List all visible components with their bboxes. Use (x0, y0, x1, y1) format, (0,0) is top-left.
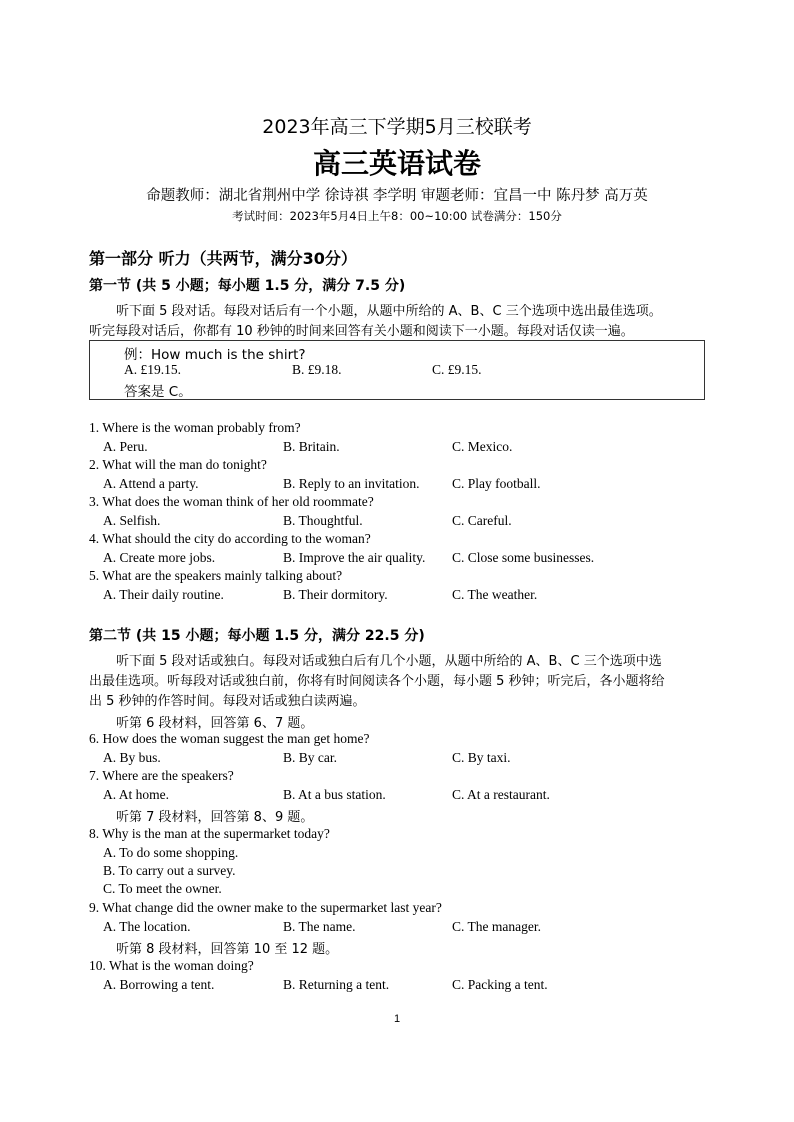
option-c: C. The weather. (452, 587, 538, 602)
option-c: C. The manager. (452, 919, 541, 934)
section1-instructions: 听完每段对话后，你都有 10 秒钟的时间来回答有关小题和阅读下一小题。每段对话仅读一遍。 (89, 324, 634, 339)
material-note: 听第 7 段材料，回答第 8、9 题。 (116, 810, 314, 825)
option-c: C. Play football. (452, 476, 541, 491)
option-b: B. Returning a tent. (283, 977, 390, 992)
question-stem: 3. What does the woman think of her old roommate? (89, 494, 374, 509)
option-a: A. Borrowing a tent. (103, 977, 215, 992)
option-c: C. Careful. (452, 513, 512, 528)
example-option-b: B. £9.18. (292, 362, 342, 377)
option-a: A. Create more jobs. (103, 550, 216, 565)
exam-time-line: 考试时间：2023年5月4日上午8：00~10:00 试卷满分：150分 (232, 209, 562, 223)
option-b: B. Their dormitory. (283, 587, 388, 602)
option-c: C. To meet the owner. (103, 881, 222, 896)
option-c: C. At a restaurant. (452, 787, 550, 802)
option-b: B. Reply to an invitation. (283, 476, 420, 491)
section2-instructions: 听下面 5 段对话或独白。每段对话或独白后有几个小题，从题中所给的 A、B、C 三个选项中选 (116, 654, 662, 669)
question-stem: 7. Where are the speakers? (89, 768, 234, 783)
exam-title: 2023年高三下学期5月三校联考 (262, 116, 532, 138)
option-b: B. The name. (283, 919, 356, 934)
section2-heading: 第二节 (共 15 小题；每小题 1.5 分，满分 22.5 分) (89, 628, 425, 644)
example-option-c: C. £9.15. (432, 362, 482, 377)
option-a: A. To do some shopping. (103, 845, 239, 860)
material-note: 听第 6 段材料，回答第 6、7 题。 (116, 716, 314, 731)
question-stem: 4. What should the city do according to the woman? (89, 531, 371, 546)
question-stem: 5. What are the speakers mainly talking about? (89, 568, 343, 583)
section1-heading: 第一节 (共 5 小题；每小题 1.5 分，满分 7.5 分) (89, 278, 406, 294)
option-b: B. By car. (283, 750, 337, 765)
section2-instructions: 出最佳选项。听每段对话或独白前，你将有时间阅读各个小题，每小题 5 秒钟；听完后，各小题将给 (89, 674, 665, 689)
option-a: A. At home. (103, 787, 169, 802)
option-a: A. The location. (103, 919, 191, 934)
option-b: B. Thoughtful. (283, 513, 363, 528)
option-c: C. Packing a tent. (452, 977, 548, 992)
question-stem: 1. Where is the woman probably from? (89, 420, 301, 435)
option-c: C. By taxi. (452, 750, 511, 765)
question-stem: 9. What change did the owner make to the supermarket last year? (89, 900, 442, 915)
option-b: B. At a bus station. (283, 787, 386, 802)
option-a: A. Attend a party. (103, 476, 199, 491)
option-a: A. Their daily routine. (103, 587, 224, 602)
option-b: B. To carry out a survey. (103, 863, 236, 878)
teachers-line: 命题教师：湖北省荆州中学 徐诗祺 李学明 审题老师：宜昌一中 陈丹梦 高万英 (146, 188, 648, 204)
option-c: C. Mexico. (452, 439, 513, 454)
option-a: A. Selfish. (103, 513, 161, 528)
question-stem: 6. How does the woman suggest the man get home? (89, 731, 370, 746)
example-answer: 答案是 C。 (124, 384, 192, 400)
section2-instructions: 出 5 秒钟的作答时间。每段对话或独白读两遍。 (89, 694, 366, 709)
option-a: A. By bus. (103, 750, 161, 765)
question-stem: 8. Why is the man at the supermarket today? (89, 826, 330, 841)
option-c: C. Close some businesses. (452, 550, 595, 565)
example-question: 例：How much is the shirt? (124, 347, 306, 363)
page-number: 1 (393, 1013, 401, 1025)
example-option-a: A. £19.15. (124, 362, 181, 377)
option-b: B. Improve the air quality. (283, 550, 426, 565)
material-note: 听第 8 段材料，回答第 10 至 12 题。 (116, 942, 339, 957)
option-a: A. Peru. (103, 439, 148, 454)
question-stem: 10. What is the woman doing? (89, 958, 254, 973)
subject-title: 高三英语试卷 (312, 147, 481, 180)
part1-heading: 第一部分 听力（共两节，满分30分） (89, 249, 357, 268)
question-stem: 2. What will the man do tonight? (89, 457, 267, 472)
section1-instructions: 听下面 5 段对话。每段对话后有一个小题，从题中所给的 A、B、C 三个选项中选出最佳选项。 (116, 304, 662, 319)
option-b: B. Britain. (283, 439, 340, 454)
